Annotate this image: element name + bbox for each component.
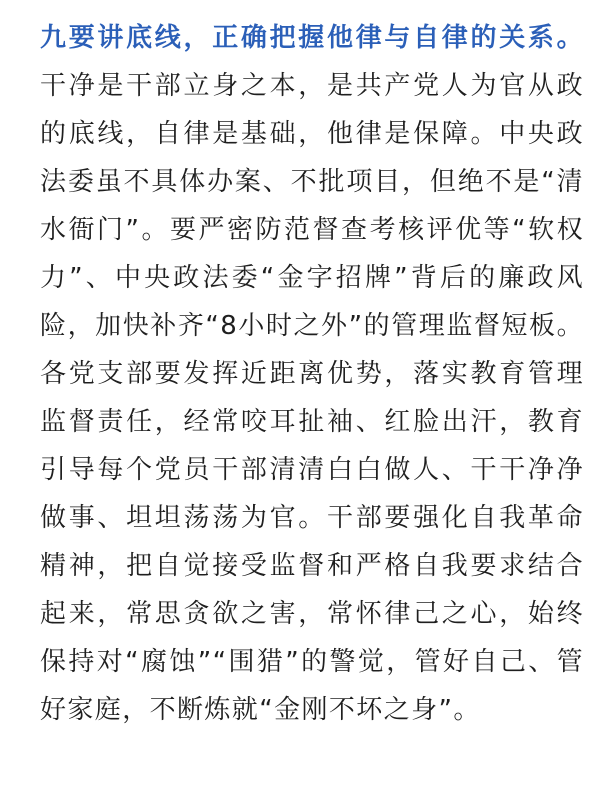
paragraph-body-text: 干净是干部立身之本，是共产党人为官从政的底线，自律是基础，他律是保障。中央政法委虽不具体办案、不批项目，但绝不是“清水衙门”。要严密防范督查考核评优等“软权力”、中央政法委“金字招牌”背后的廉政风险，加快补齐“8小时之外”的管理监督短板。各党支部要发挥近距离优势，落实教育管理监督责任，经常咬耳扯袖、红脸出汗，教育引导每个党员干部清清白白做人、干干净净做事、坦坦荡荡为官。干部要强化自我革命精神，把自觉接受监督和严格自我要求结合起来，常思贪欲之害，常怀律己之心，始终保持对“腐蚀”“围猎”的警觉，管好自己、管好家庭，不断炼就“金刚不坏之身”。: [40, 71, 584, 725]
paragraph-lead-heading: 九要讲底线，正确把握他律与自律的关系。: [40, 23, 584, 53]
article-paragraph: [40, 14, 584, 734]
